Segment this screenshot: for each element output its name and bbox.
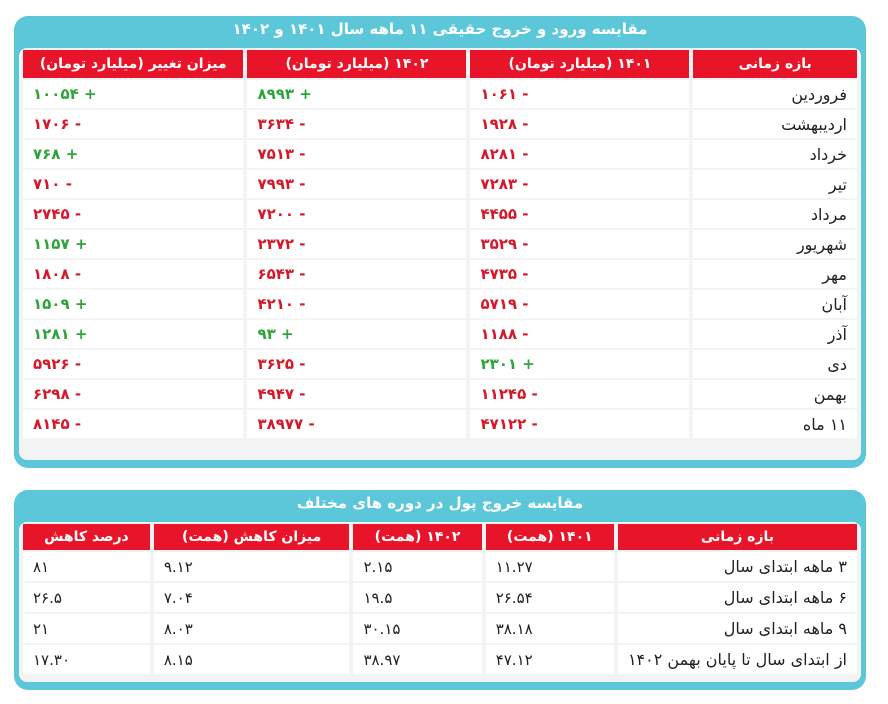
- table-row: [23, 230, 857, 258]
- period-cell: آبان: [693, 290, 857, 318]
- value-1401-cell: - ۸۲۸۱: [470, 140, 689, 168]
- value-1402-cell: + ۹۳: [247, 320, 466, 348]
- change-cell: - ۸۱۴۵: [23, 410, 243, 438]
- header-change: میزان تغییر (میلیارد تومان): [23, 50, 243, 78]
- value-1401-cell: ۲۶.۵۴: [486, 583, 614, 612]
- table-row: [23, 350, 857, 378]
- reduction-cell: ۸.۱۵: [154, 645, 350, 674]
- table-row: [23, 410, 857, 438]
- value-1401-cell: - ۱۰۶۱: [470, 80, 689, 108]
- value-1401-cell: ۳۸.۱۸: [486, 614, 614, 643]
- value-1402-cell: ۱۹.۵: [353, 583, 481, 612]
- table-row: [23, 380, 857, 408]
- table-row: [23, 260, 857, 288]
- header-reduction: میزان کاهش (همت): [154, 524, 350, 550]
- table-row: [23, 80, 857, 108]
- value-1401-cell: - ۴۴۵۵: [470, 200, 689, 228]
- flow-comparison-panel: [14, 16, 866, 468]
- change-cell: + ۱۰۰۵۴: [23, 80, 243, 108]
- change-cell: + ۱۲۸۱: [23, 320, 243, 348]
- value-1402-cell: - ۶۵۴۳: [247, 260, 466, 288]
- value-1401-cell: - ۴۷۳۵: [470, 260, 689, 288]
- reduction-cell: ۷.۰۴: [154, 583, 350, 612]
- value-1402-cell: - ۳۸۹۷۷: [247, 410, 466, 438]
- table-row: [23, 110, 857, 138]
- period-cell: فروردین: [693, 80, 857, 108]
- period-cell: از ابتدای سال تا پایان بهمن ۱۴۰۲: [618, 645, 857, 674]
- header-1401: ۱۴۰۱ (همت): [486, 524, 614, 550]
- value-1401-cell: ۴۷.۱۲: [486, 645, 614, 674]
- period-cell: تیر: [693, 170, 857, 198]
- value-1402-cell: - ۲۳۷۲: [247, 230, 466, 258]
- table-row: [23, 290, 857, 318]
- flow-comparison-body: [19, 48, 861, 460]
- table-row: [23, 200, 857, 228]
- value-1401-cell: + ۲۳۰۱: [470, 350, 689, 378]
- table-row: [23, 552, 857, 581]
- header-1402: ۱۴۰۲ (میلیارد تومان): [247, 50, 466, 78]
- percent-cell: ۱۷.۳۰: [23, 645, 150, 674]
- change-cell: - ۵۹۲۶: [23, 350, 243, 378]
- value-1402-cell: - ۷۵۱۳: [247, 140, 466, 168]
- value-1402-cell: ۲.۱۵: [353, 552, 481, 581]
- change-cell: - ۶۲۹۸: [23, 380, 243, 408]
- period-cell: مرداد: [693, 200, 857, 228]
- period-cell: مهر: [693, 260, 857, 288]
- change-cell: + ۷۶۸: [23, 140, 243, 168]
- value-1402-cell: - ۷۲۰۰: [247, 200, 466, 228]
- change-cell: + ۱۱۵۷: [23, 230, 243, 258]
- value-1402-cell: ۳۸.۹۷: [353, 645, 481, 674]
- value-1402-cell: - ۳۶۲۵: [247, 350, 466, 378]
- value-1401-cell: ۱۱.۲۷: [486, 552, 614, 581]
- period-cell: ۹ ماهه ابتدای سال: [618, 614, 857, 643]
- header-percent: درصد کاهش: [23, 524, 150, 550]
- outflow-comparison-table: [19, 522, 861, 676]
- outflow-comparison-title: مقایسه خروج پول در دوره های مختلف: [296, 494, 584, 512]
- percent-cell: ۸۱: [23, 552, 150, 581]
- value-1402-cell: - ۴۹۴۷: [247, 380, 466, 408]
- table-header-row: [23, 524, 857, 550]
- value-1401-cell: - ۱۱۲۴۵: [470, 380, 689, 408]
- percent-cell: ۲۱: [23, 614, 150, 643]
- change-cell: - ۱۸۰۸: [23, 260, 243, 288]
- change-cell: - ۱۷۰۶: [23, 110, 243, 138]
- value-1401-cell: - ۱۱۸۸: [470, 320, 689, 348]
- period-cell: شهریور: [693, 230, 857, 258]
- period-cell: خرداد: [693, 140, 857, 168]
- header-period: بازه زمانی: [618, 524, 857, 550]
- table-row: [23, 645, 857, 674]
- outflow-comparison-panel: [14, 490, 866, 690]
- value-1401-cell: - ۷۲۸۳: [470, 170, 689, 198]
- table-row: [23, 170, 857, 198]
- percent-cell: ۲۶.۵: [23, 583, 150, 612]
- period-cell: ۶ ماهه ابتدای سال: [618, 583, 857, 612]
- header-1401: ۱۴۰۱ (میلیارد تومان): [470, 50, 689, 78]
- reduction-cell: ۸.۰۳: [154, 614, 350, 643]
- value-1402-cell: - ۷۹۹۳: [247, 170, 466, 198]
- reduction-cell: ۹.۱۲: [154, 552, 350, 581]
- value-1401-cell: - ۵۷۱۹: [470, 290, 689, 318]
- period-cell: ۳ ماهه ابتدای سال: [618, 552, 857, 581]
- table-header-row: [23, 50, 857, 78]
- change-cell: - ۷۱۰: [23, 170, 243, 198]
- flow-comparison-table: [19, 48, 861, 440]
- table-row: [23, 320, 857, 348]
- value-1401-cell: - ۱۹۲۸: [470, 110, 689, 138]
- period-cell: اردیبهشت: [693, 110, 857, 138]
- value-1401-cell: - ۴۷۱۲۲: [470, 410, 689, 438]
- value-1401-cell: - ۳۵۲۹: [470, 230, 689, 258]
- period-cell: آذر: [693, 320, 857, 348]
- outflow-comparison-body: [19, 522, 861, 682]
- change-cell: - ۲۷۴۵: [23, 200, 243, 228]
- value-1402-cell: - ۴۲۱۰: [247, 290, 466, 318]
- period-cell: دی: [693, 350, 857, 378]
- header-1402: ۱۴۰۲ (همت): [353, 524, 481, 550]
- flow-comparison-title: مقایسه ورود و خروج حقیقی ۱۱ ماهه سال ۱۴۰۱ و ۱۴۰۲: [232, 20, 648, 38]
- period-cell: ۱۱ ماه: [693, 410, 857, 438]
- header-period: بازه زمانی: [693, 50, 857, 78]
- change-cell: + ۱۵۰۹: [23, 290, 243, 318]
- value-1402-cell: + ۸۹۹۳: [247, 80, 466, 108]
- period-cell: بهمن: [693, 380, 857, 408]
- table-row: [23, 614, 857, 643]
- value-1402-cell: - ۳۶۳۴: [247, 110, 466, 138]
- table-row: [23, 583, 857, 612]
- table-row: [23, 140, 857, 168]
- value-1402-cell: ۳۰.۱۵: [353, 614, 481, 643]
